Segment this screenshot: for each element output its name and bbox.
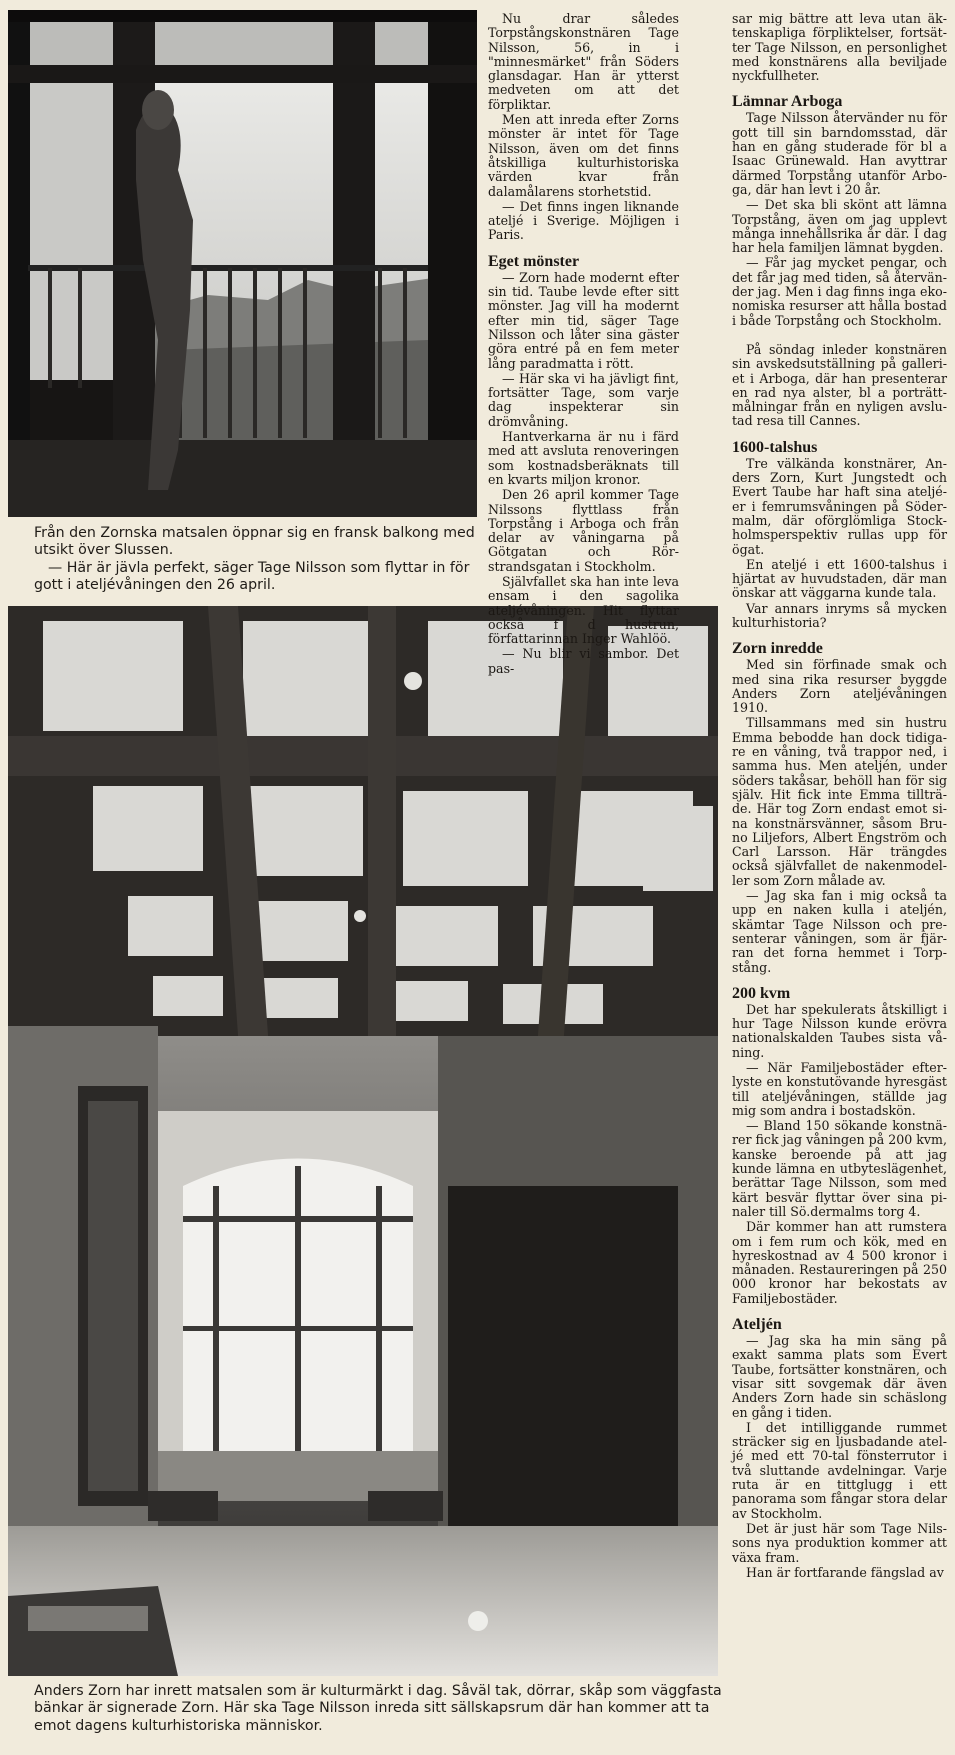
section-heading: 1600-talshus bbox=[732, 438, 818, 456]
paragraph: Hantverkarna är nu i färd med att avsluta renoveringen som kostnadsberäknats till en kvarts miljon kronor. bbox=[488, 429, 679, 487]
atelier-photo-caption bbox=[34, 1683, 724, 1735]
section-heading: Zorn inredde bbox=[732, 640, 823, 658]
paragraph: — Jag ska fan i mig också ta upp en naken kulla i ateljén, skämtar Tage Nilsson och presenterar våningen, som är fjärran det forna hemmet i Torpstång. bbox=[732, 888, 947, 975]
paragraph: Tillsammans med sin hustru Emma bebodde han dock tidigare en våning, två trappor ned, i samma hus. Men ateljén, under söders takåsar, behöll han för sig själv. Hit fick inte Emma tillträde. Här tog Zorn endast emot sina konstnärsvänner, såsom Bruno Liljefors, Albert Engström och Carl Larsson. Här trängdes också självfallet de nakenmodeller som Zorn målade av. bbox=[732, 715, 947, 888]
atelier-ceiling-photo bbox=[8, 606, 718, 1676]
section-heading: 200 kvm bbox=[732, 984, 791, 1002]
paragraph: — Zorn hade modernt efter sin tid. Taube levde efter sitt mönster. Jag vill ha modernt efter min tid, säger Tage Nilsson och låter sina gäster göra entré på en fem meter lång paradmatta i rött. bbox=[488, 269, 679, 371]
balcony-photo-image bbox=[8, 10, 477, 517]
paragraph: Men att inreda efter Zorns mönster är intet för Tage Nilsson, även om det finns åtskilliga kulturhistoriska värden kvar från dalamålarens storhetstid. bbox=[488, 112, 679, 199]
caption-line: Från den Zornska matsalen öppnar sig en fransk balkong med utsikt över Slussen. bbox=[34, 525, 475, 559]
paragraph: Det har spekulerats åtskilligt i hur Tage Nilsson kunde erövra nationalskalden Taubes sista våning. bbox=[732, 1001, 947, 1060]
paragraph: Med sin förfinade smak och med sina rika resurser byggde Anders Zorn ateljévåningen 1910. bbox=[732, 657, 947, 716]
balcony-photo bbox=[8, 10, 477, 517]
article-column-middle bbox=[488, 12, 679, 677]
article-column-right bbox=[732, 12, 947, 1581]
paragraph: — Det ska bli skönt att lämna Torpstång, även om jag upplevt många innehållsrika år där. I dag har hela familjen lämnat bygden. bbox=[732, 197, 947, 256]
paragraph: Självfallet ska han inte leva ensam i den sagolika ateljévåningen. Hit flyttar också f d hustrun, författarinnan Inger Wahlöö. bbox=[488, 573, 679, 647]
paragraph: Det är just här som Tage Nilssons nya produktion kommer att växa fram. bbox=[732, 1520, 947, 1565]
paragraph: — Bland 150 sökande konstnärer fick jag våningen på 200 kvm, kanske beroende på att jag kunde lämna en utbyteslägenhet, berättar Tage Nilsson, som med kärt besvär flyttar över sina pinaler till Sö.dermalms torg 4. bbox=[732, 1118, 947, 1219]
paragraph: På söndag inleder konstnären sin avskedsutställning på galleriet i Arboga, där han presenterar en rad nya alster, bl a porträttmålningar från en nyligen avslutad resa till Cannes. bbox=[732, 341, 947, 429]
paragraph: — Nu blir vi sambor. Det pas- bbox=[488, 646, 679, 676]
paragraph: En ateljé i ett 1600-talshus i hjärtat av huvudstaden, där man önskar att väggarna kunde tala. bbox=[732, 556, 947, 601]
section-heading: Lämnar Arboga bbox=[732, 93, 843, 111]
paragraph: — Här ska vi ha jävligt fint, fortsätter Tage, som varje dag inspekterar sin drömvåning. bbox=[488, 370, 679, 429]
paragraph: — Får jag mycket pengar, och det får jag med tiden, så återvänder jag. Men i dag finns inga ekonomiska resurser att hålla bostad i både Torpstång och Stockholm. bbox=[732, 255, 947, 328]
section-heading: Ateljén bbox=[732, 1316, 782, 1334]
paragraph: Nu drar således Torpstångskonstnären Tage Nilsson, 56, in i "minnesmärket" från Söders glansdagar. Han är ytterst medveten om att det förpliktar. bbox=[488, 11, 679, 112]
paragraph: Han är fortfarande fängslad av bbox=[746, 1564, 944, 1580]
paragraph: Där kommer han att rumstera om i fem rum och kök, med en hyreskostnad av 4 500 kronor i månaden. Restaureringen på 250 000 kronor har bekostats av Familjebostäder. bbox=[732, 1219, 947, 1306]
paragraph: — Det finns ingen liknande ateljé i Sverige. Möjligen i Paris. bbox=[488, 198, 679, 243]
paragraph: Tre välkända konstnärer, Anders Zorn, Kurt Jungstedt och Evert Taube har haft sina ateljéer i femrumsvåningen på Södermalm, där oförglömliga Stockholmsperspektiv rullas upp för ögat. bbox=[732, 455, 947, 557]
atelier-ceiling-image bbox=[8, 606, 718, 1676]
paragraph: — När Familjebostäder efterlyste en konstutövande hyresgäst till ateljévåningen, ställde jag mig som andra i bostadskön. bbox=[732, 1060, 947, 1118]
paragraph: Var annars inryms så mycken kulturhistoria? bbox=[732, 600, 947, 630]
caption-text: Anders Zorn har inrett matsalen som är kulturmärkt i dag. Såväl tak, dörrar, skåp som väggfasta bänkar är signerade Zorn. Här ska Tage Nilsson inreda sitt sällskapsrum där han kommer att ta emot dagens kulturhistoriska människor. bbox=[34, 1683, 722, 1734]
paragraph: I det intilliggande rummet sträcker sig en ljusbadande ateljé med ett 70-tal fönsterrutor i två sluttande avdelningar. Varje ruta är en tittglugg i ett panorama som fångar stora delar av Stockholm. bbox=[732, 1419, 947, 1521]
paragraph-gap bbox=[732, 329, 947, 343]
balcony-photo-caption bbox=[34, 525, 480, 595]
paragraph: Den 26 april kommer Tage Nilssons flyttlass från Torpstång i Arboga och från delar av våningarna på Götgatan och Rörstrandsgatan i Stockholm. bbox=[488, 487, 679, 574]
paragraph: Tage Nilsson återvänder nu för gott till sin barndomsstad, där han en gång studerade för bl a Isaac Grünewald. Han avyttrar därmed Torpstång utanför Arboga, där han levt i 20 år. bbox=[732, 110, 947, 197]
paragraph: sar mig bättre att leva utan äktenskapliga förpliktelser, fortsätter Tage Nilsson, en personlighet med konstnärens alla beviljade nyckfullheter. bbox=[732, 11, 947, 84]
paragraph: — Jag ska ha min säng på exakt samma plats som Evert Taube, fortsätter konstnären, och visar sitt sovgemak där även Anders Zorn hade sin schäslong en gång i tiden. bbox=[732, 1333, 947, 1420]
caption-quote: — Här är jävla perfekt, säger Tage Nilsson som flyttar in för gott i ateljévåningen den 26 april. bbox=[34, 559, 470, 594]
section-heading: Eget mönster bbox=[488, 252, 580, 270]
